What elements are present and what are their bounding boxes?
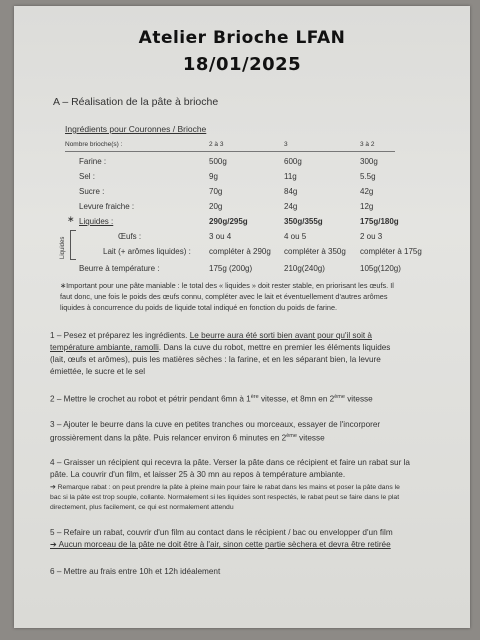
column-header: 3 à 2	[360, 141, 375, 148]
column-header: 2 à 3	[209, 141, 224, 148]
table-cell: 11g	[284, 172, 297, 181]
table-cell: 12g	[360, 202, 374, 211]
step-1-line: (lait, œufs et arômes), puis les matières sèches : la farine, et en les séparant bien, la levure	[50, 355, 381, 364]
recipe-sheet	[14, 6, 470, 628]
step-1-text: . Dans la cuve du robot, mettre en premier les éléments liquides	[158, 343, 391, 352]
document-title: Atelier Brioche LFAN	[138, 28, 346, 48]
table-cell: 210g(240g)	[284, 264, 325, 273]
table-divider	[65, 151, 395, 152]
table-cell: compléter à 175g	[360, 247, 422, 256]
table-cell: 105g(120g)	[360, 264, 401, 273]
step-1-underlined: Le beurre aura été sorti bien avant pour qu'il soit à	[189, 331, 372, 340]
step-1-underlined: température ambiante, ramolli	[50, 343, 159, 352]
step-1-prefix: 1 – Pesez et préparez les ingrédients.	[50, 331, 190, 340]
table-cell: 9g	[209, 172, 218, 181]
table-cell: 500g	[209, 157, 227, 166]
table-cell: 20g	[209, 202, 223, 211]
step-5-line: 5 – Refaire un rabat, couvrir d'un film au contact dans le récipient / bac ou envelopper d'un film	[50, 528, 393, 537]
important-note-line: ∗Important pour une pâte maniable : le total des « liquides » doit rester stable, en priorisant les œufs. Il	[60, 281, 394, 290]
step-1-line	[50, 330, 372, 341]
table-cell: 70g	[209, 187, 223, 196]
table-cell: 84g	[284, 187, 298, 196]
table-cell: 4 ou 5	[284, 232, 307, 241]
table-cell: compléter à 290g	[209, 247, 271, 256]
step-2-text: vitesse, et 8mn en 2	[258, 394, 335, 404]
table-row-label: Lait (+ arômes liquides) :	[103, 247, 191, 256]
document-date: 18/01/2025	[182, 54, 302, 75]
step-3-text: vitesse	[296, 433, 325, 443]
superscript: ème	[286, 433, 297, 439]
table-row-label: Farine :	[79, 157, 107, 166]
step-3-text: grossièrement dans la pâte. Puis relancer environ 6 minutes en 2	[50, 433, 287, 443]
table-row-label: Beurre à température :	[79, 264, 160, 273]
column-header: 3	[284, 141, 288, 148]
step-4-line: pâte. La couvrir d'un film, et laisser 25 à 30 mn au repos à température ambiante.	[50, 470, 346, 479]
table-cell: 175g (200g)	[209, 264, 253, 273]
table-cell: 600g	[284, 157, 302, 166]
liquides-bracket	[70, 230, 76, 260]
step-5-warning: ➔ Aucun morceau de la pâte ne doit être à l'air, sinon cette partie sèchera et devra être retirée	[50, 540, 391, 549]
superscript: ère	[250, 394, 259, 400]
table-cell: 3 ou 4	[209, 232, 232, 241]
asterisk-marker: ∗	[67, 214, 75, 224]
table-row-label: Œufs :	[118, 232, 142, 241]
superscript: ème	[334, 394, 345, 400]
remark-line: bac si la pâte est trop souple, collante. Normalement si les liquides sont respectés, le rabat peut se faire dans le plat	[50, 494, 400, 501]
remark-line: directement, plus facilement, ce qui est normalement attendu	[50, 504, 234, 511]
step-1-line: émiettée, le sucre et le sel	[50, 367, 146, 376]
table-row-label: Liquides :	[79, 217, 114, 226]
table-cell: 175g/180g	[360, 217, 399, 226]
important-note-line: liquides à concurrence du poids de liquide total indiqué en fonction du poids de farine.	[60, 303, 338, 312]
liquides-vertical-label: Liquides	[60, 236, 66, 259]
remark-line: ➔ Remarque rabat : on peut prendre la pâte à pleine main pour faire le rabat dans les mains et poser la pâte dans le	[50, 484, 400, 491]
step-2-text: vitesse	[344, 394, 373, 404]
table-cell: 300g	[360, 157, 378, 166]
table-cell: 42g	[360, 187, 374, 196]
table-heading: Ingrédients pour Couronnes / Brioche	[65, 124, 207, 134]
step-1-line	[50, 342, 390, 353]
section-heading: A – Réalisation de la pâte à brioche	[53, 96, 219, 108]
important-note-line: faut donc, une fois le poids des œufs connu, compléter avec le lait et éventuellement d'autres arômes	[60, 292, 388, 301]
step-3-line	[50, 431, 325, 444]
table-cell: 24g	[284, 202, 298, 211]
table-row-label: Levure fraiche :	[79, 202, 135, 211]
step-3-line: 3 – Ajouter le beurre dans la cuve en petites tranches ou morceaux, essayer de l'incorporer	[50, 420, 381, 429]
table-cell: 350g/355g	[284, 217, 323, 226]
step-4-line: 4 – Graisser un récipient qui recevra la pâte. Verser la pâte dans ce récipient et faire un rabat sur la	[50, 458, 410, 467]
table-cell: compléter à 350g	[284, 247, 346, 256]
table-cell: 290g/295g	[209, 217, 248, 226]
table-row-label: Sel :	[79, 172, 96, 181]
step-2-text: 2 – Mettre le crochet au robot et pétrir pendant 6mn à 1	[50, 394, 251, 404]
step-6-line: 6 – Mettre au frais entre 10h et 12h idéalement	[50, 567, 221, 576]
table-cell: 2 ou 3	[360, 232, 383, 241]
step-2-line	[50, 392, 373, 405]
table-row-label: Sucre :	[79, 187, 105, 196]
table-cell: 5.5g	[360, 172, 376, 181]
column-header: Nombre brioche(s) :	[65, 141, 123, 148]
